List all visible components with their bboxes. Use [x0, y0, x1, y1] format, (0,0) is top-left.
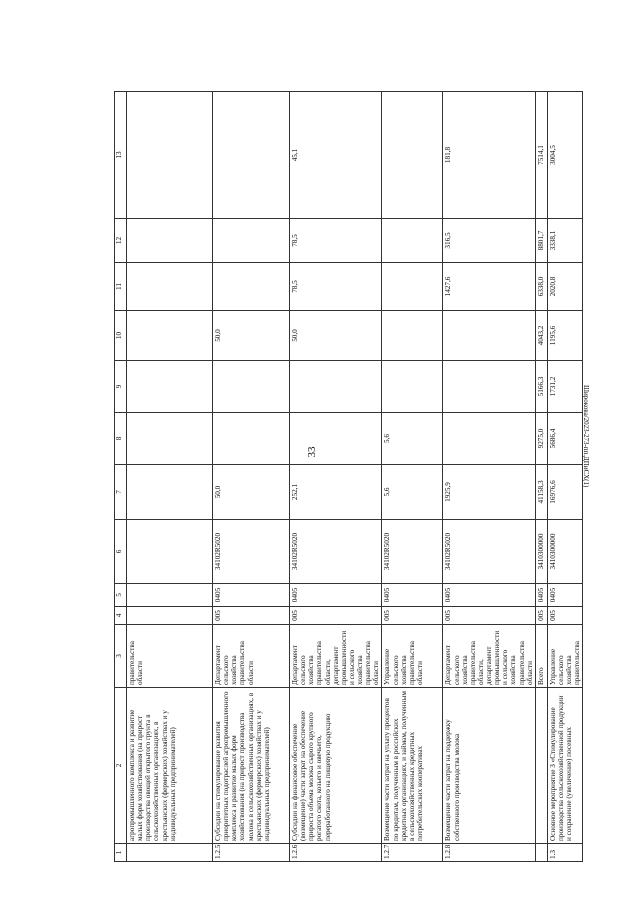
cell-name: Основное мероприятие 3 «Стимулирование производства сельскохозяйственной продукции и сохранение (увеличение) посевных: [547, 688, 583, 844]
col-header: 12: [115, 219, 127, 263]
cell-code: 1.2.8: [443, 844, 535, 862]
cell-rzpr: 0405: [213, 584, 290, 607]
cell-code: [127, 844, 213, 862]
cell-value: 2020,8: [547, 263, 583, 311]
cell-value: 6338,0: [535, 263, 547, 311]
cell-grbs: 005: [382, 607, 443, 625]
cell-name: Субсидии на стимулирование развития приоритетных подотраслей агропромышленного комплекса и развитие малых форм хозяйствования (на прирост производства молока в сельскохозяйственных организациях, в крестьянских (фермерских) хозяйствах и у индивидуальных предпринимателей): [213, 688, 290, 844]
cell-csr: 34102R5020: [443, 520, 535, 584]
cell-value: [213, 361, 290, 413]
cell-name: [535, 688, 547, 844]
cell-executor: Управление сельского хозяйства правительства области: [382, 625, 443, 688]
cell-code: 1.2.5: [213, 844, 290, 862]
table-row: [443, 92, 535, 862]
cell-value: 9275,0: [535, 413, 547, 465]
cell-rzpr: 0405: [290, 584, 382, 607]
cell-value: 78,5: [290, 219, 382, 263]
col-header: 13: [115, 92, 127, 219]
cell-grbs: 005: [213, 607, 290, 625]
cell-grbs: 005: [290, 607, 382, 625]
col-header: 10: [115, 311, 127, 361]
cell-value: [290, 361, 382, 413]
cell-value: [443, 361, 535, 413]
budget-table: [114, 91, 583, 862]
cell-value: [290, 413, 382, 465]
cell-value: [127, 413, 213, 465]
cell-executor: Департамент сельского хозяйства правительства области, департамент промышленности и сельского хозяйства правительства области: [443, 625, 535, 688]
cell-value: 50,0: [213, 465, 290, 520]
cell-value: 3004,5: [547, 92, 583, 219]
cell-value: 16976,6: [547, 465, 583, 520]
cell-value: 45,1: [290, 92, 382, 219]
cell-grbs: 005: [443, 607, 535, 625]
cell-csr: 3410300000: [547, 520, 583, 584]
cell-executor: Департамент сельского хозяйства правительства области, департамент промышленности и сельского хозяйства правительства области: [290, 625, 382, 688]
cell-executor: правительства области: [127, 625, 213, 688]
cell-name: Субсидии на финансовое обеспечение (возмещение) части затрат на обеспечение прироста объема молока сырого крупного рогатого скота, козьего и овечьего, переработанного на пищевую продукцию: [290, 688, 382, 844]
cell-code: 1.3: [547, 844, 583, 862]
table-row-total: [535, 92, 547, 862]
col-header: 3: [115, 625, 127, 688]
cell-executor: Управление сельского хозяйства правительства: [547, 625, 583, 688]
cell-rzpr: [127, 584, 213, 607]
table-row: [213, 92, 290, 862]
cell-value: [382, 263, 443, 311]
table-row: [127, 92, 213, 862]
cell-rzpr: 0405: [547, 584, 583, 607]
cell-value: 1195,6: [547, 311, 583, 361]
cell-value: 50,0: [213, 311, 290, 361]
cell-code: 1.2.7: [382, 844, 443, 862]
cell-value: [127, 311, 213, 361]
rotated-table-area: [114, 92, 582, 862]
cell-value: 41158,3: [535, 465, 547, 520]
document-footer-id: Широкова/2023-273-пп.ДПиСХ(1): [582, 385, 590, 488]
cell-rzpr: 0405: [443, 584, 535, 607]
cell-value: [443, 311, 535, 361]
cell-value: 78,5: [290, 263, 382, 311]
cell-csr: 34102R5020: [290, 520, 382, 584]
cell-value: [127, 465, 213, 520]
cell-rzpr: 0405: [382, 584, 443, 607]
page-number: 33: [306, 446, 318, 458]
col-header: 4: [115, 607, 127, 625]
cell-value: [382, 361, 443, 413]
table-row: [382, 92, 443, 862]
col-header: 11: [115, 263, 127, 311]
cell-value: 252,1: [290, 465, 382, 520]
cell-value: 181,8: [443, 92, 535, 219]
cell-value: 3338,1: [547, 219, 583, 263]
cell-value: 1731,2: [547, 361, 583, 413]
cell-csr: 3410300000: [535, 520, 547, 584]
cell-value: 8801,7: [535, 219, 547, 263]
cell-value: 1925,9: [443, 465, 535, 520]
cell-value: [127, 361, 213, 413]
cell-executor: Департамент сельского хозяйства правительства области: [213, 625, 290, 688]
cell-name: агропромышленного комплекса и развитие малых форм хозяйствования (на прирост производства овощей открытого грунта в сельскохозяйственных организациях, в крестьянских (фермерских) хозяйствах и у индивидуальных предпринимателей): [127, 688, 213, 844]
table-row: [290, 92, 382, 862]
col-header: 7: [115, 465, 127, 520]
cell-rzpr: 0405: [535, 584, 547, 607]
cell-value: 1427,6: [443, 263, 535, 311]
cell-value: 5166,3: [535, 361, 547, 413]
cell-value: 5,6: [382, 465, 443, 520]
cell-grbs: 005: [535, 607, 547, 625]
cell-value: [443, 413, 535, 465]
col-header: 2: [115, 688, 127, 844]
cell-code: 1.2.6: [290, 844, 382, 862]
col-header: 6: [115, 520, 127, 584]
col-header: 1: [115, 844, 127, 862]
cell-value: [127, 219, 213, 263]
cell-value: 316,5: [443, 219, 535, 263]
col-header: 8: [115, 413, 127, 465]
cell-csr: 34102R5020: [382, 520, 443, 584]
column-number-row: [115, 92, 127, 862]
cell-value: 5,6: [382, 413, 443, 465]
cell-value: [382, 219, 443, 263]
col-header: 9: [115, 361, 127, 413]
table-row: [547, 92, 583, 862]
cell-value: [213, 219, 290, 263]
cell-code: [535, 844, 547, 862]
cell-value: 4043,2: [535, 311, 547, 361]
cell-grbs: 005: [547, 607, 583, 625]
cell-grbs: [127, 607, 213, 625]
cell-name: Возмещение части затрат на уплату процентов по кредитам, полученным в российских кредитных организациях, и займам, полученным в сельскохозяйственных кредитных потребительских кооперативах: [382, 688, 443, 844]
cell-value: 7514,1: [535, 92, 547, 219]
cell-value: [382, 311, 443, 361]
table-rotation-frame: [114, 92, 582, 862]
col-header: 5: [115, 584, 127, 607]
cell-value: [213, 413, 290, 465]
cell-value: 5686,4: [547, 413, 583, 465]
cell-value: [382, 92, 443, 219]
cell-value: 50,0: [290, 311, 382, 361]
cell-value: [213, 263, 290, 311]
cell-csr: 34102R5020: [213, 520, 290, 584]
cell-csr: [127, 520, 213, 584]
cell-value: [127, 263, 213, 311]
cell-value: [127, 92, 213, 219]
cell-executor: Всего: [535, 625, 547, 688]
cell-name: Возмещение части затрат на поддержку собственного производства молока: [443, 688, 535, 844]
cell-value: [213, 92, 290, 219]
